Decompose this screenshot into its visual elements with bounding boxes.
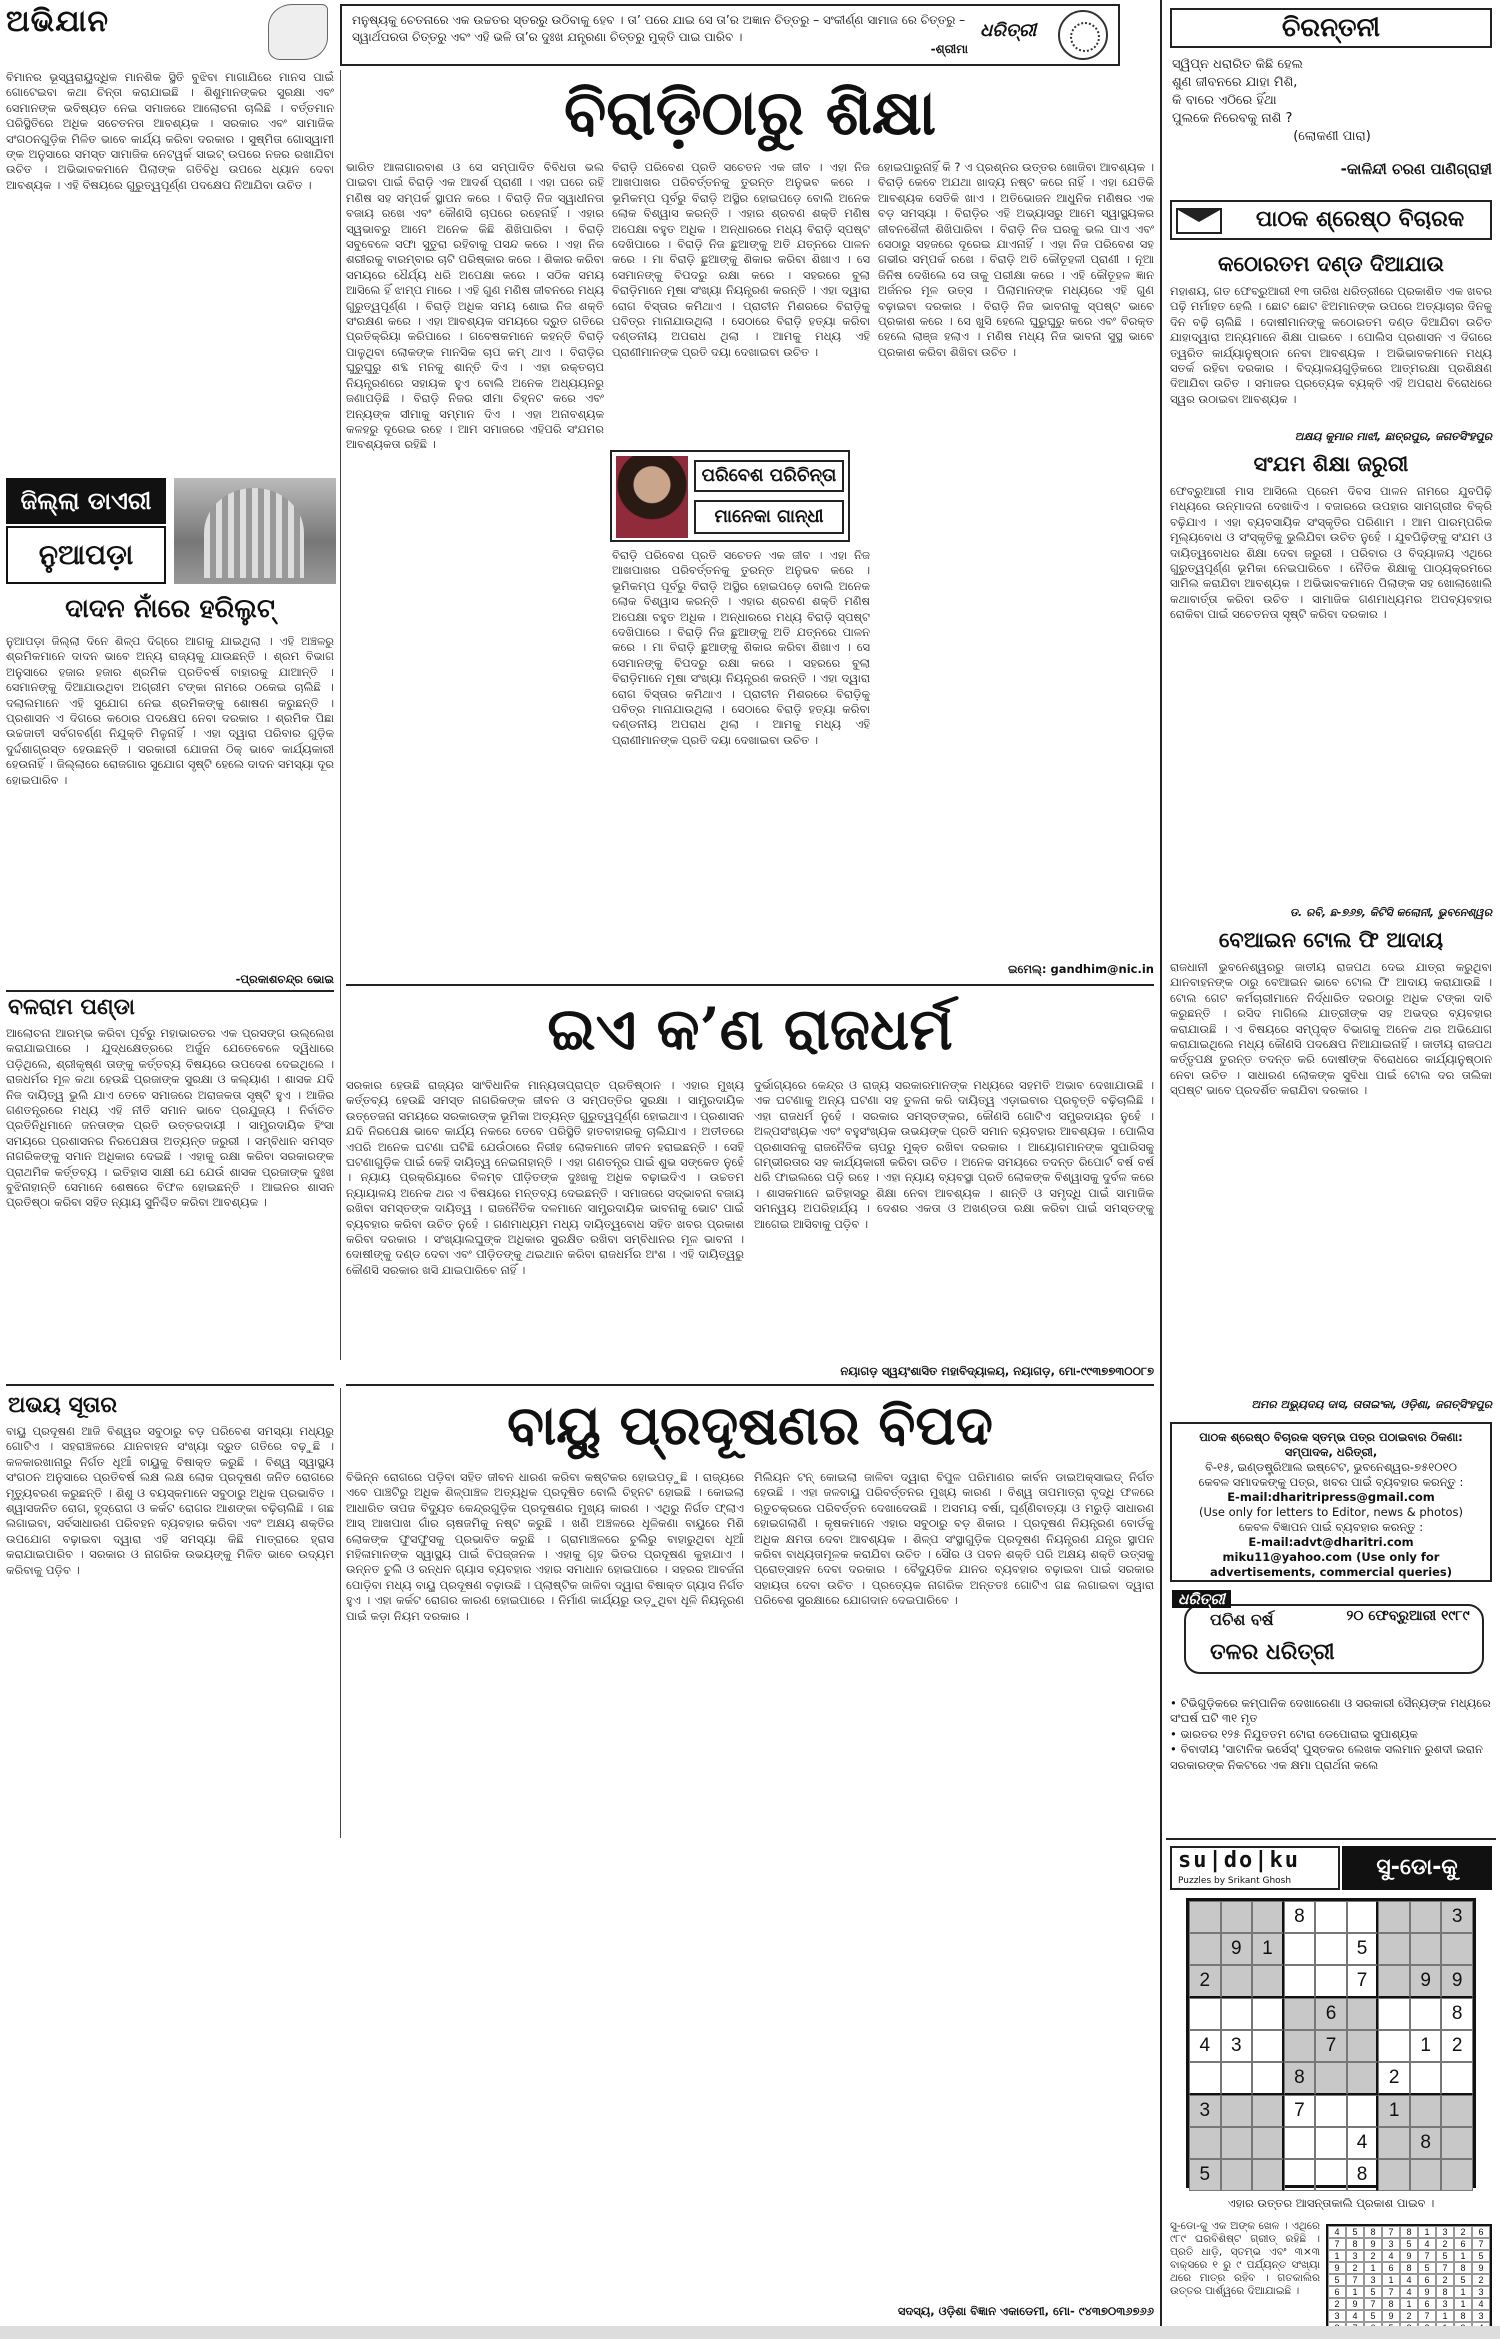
solution-cell: 6: [1328, 2286, 1346, 2298]
solution-cell: 3: [1382, 2238, 1400, 2250]
solution-cell: 9: [1418, 2286, 1436, 2298]
solution-cell: 9: [1328, 2262, 1346, 2274]
sudoku-cell[interactable]: [1378, 1933, 1410, 1965]
sudoku-cell[interactable]: 7: [1315, 2030, 1347, 2062]
solution-cell: 2: [1436, 2238, 1454, 2250]
section-rule: [6, 1384, 334, 1386]
solution-cell: 1: [1346, 2286, 1364, 2298]
solution-cell: 4: [1400, 2286, 1418, 2298]
sudoku-solution-grid: [1326, 2224, 1492, 2330]
dharitri-logo: [980, 10, 1110, 62]
pachis-barsha-box: [1170, 1590, 1492, 1690]
pachis-item: • ଭାରତର ୧୨୫ ନିଯୁତତମ ଟୋରା ଡେପୋରାଇ ସୁପାଶ୍ୟକ: [1170, 1726, 1418, 1741]
section-rule: [6, 990, 334, 992]
second-article-byline: ନୟାଗଡ଼ ସ୍ୱୟଂଶାସିତ ମହାବିଦ୍ୟାଳୟ, ନୟାଗଡ଼, ମୋ-୯୯୩୭୭୩୦୦୮୭: [840, 1364, 1154, 1378]
solution-cell: 8: [1400, 2226, 1418, 2238]
address-line: କେବଳ ସମାଦକଙ୍କୁ ପତ୍ର, ଖବର ପାଇଁ ବ୍ୟବହାର କରନ୍ତୁ :: [1198, 1475, 1464, 1489]
sudoku-cell[interactable]: 6: [1315, 1998, 1347, 2030]
solution-cell: 6: [1418, 2298, 1436, 2310]
sudoku-cell[interactable]: [1378, 2030, 1410, 2062]
third-headline: ବାୟୁ ପ୍ରଦୂଷଣର ବିପଦ: [507, 1393, 993, 1457]
solution-cell: 1: [1454, 2298, 1472, 2310]
sudoku-cell[interactable]: 2: [1378, 2062, 1410, 2095]
solution-cell: 5: [1472, 2250, 1490, 2262]
solution-cell: 7: [1436, 2262, 1454, 2274]
sudoku-cell[interactable]: [1284, 1965, 1316, 1998]
second-article-col2: ଦୁର୍ଭାଗ୍ୟରେ କେନ୍ଦ୍ର ଓ ରାଜ୍ୟ ସରକାରମାନଙ୍କ ମଧ୍ୟରେ ସହମତି ଅଭାବ ଦେଖାଯାଉଛି । ଏକ ଘଟଣାକୁ ଅନ୍ୟ ଘଟଣା ସହ ତୁଳନା କରି ଦାୟିତ୍ୱ ଏଡ଼ାଇବାର ପ୍ରବୃତ୍ତି ବଢ଼ିଚାଲିଛି । ଏହା ରାଜଧର୍ମ ନୁହେଁ । ସରକାର ସମସ୍ତଙ୍କର, କୌଣସି ଗୋଟିଏ ସମ୍ପ୍ରଦାୟର ନୁହେଁ । ଅଳ୍ପସଂଖ୍ୟକ ଏବଂ ବହୁସଂଖ୍ୟକ ଉଭୟଙ୍କ ପ୍ରତି ସମାନ ବ୍ୟବହାର ଆବଶ୍ୟକ । ପୋଲିସ ପ୍ରଶାସନକୁ ରାଜନୈତିକ ଚାପରୁ ମୁକ୍ତ ରଖିବା ଦରକାର । ଆୟୋଗମାନଙ୍କ ସୁପାରିସକୁ ଗମ୍ଭୀରତାର ସହ କାର୍ଯ୍ୟକାରୀ କରିବା ଉଚିତ । ଅନେକ ସମୟରେ ତଦନ୍ତ ରିପୋର୍ଟ ବର୍ଷ ବର୍ଷ ଧରି ଫାଇଲରେ ପଡ଼ି ରହେ । ଏହା ନ୍ୟାୟ ବ୍ୟବସ୍ଥା ପ୍ରତି ଲୋକଙ୍କ ବିଶ୍ୱାସକୁ ଦୁର୍ବଳ କରେ । ଶାସକମାନେ ଇତିହାସରୁ ଶିକ୍ଷା ନେବା ଆବଶ୍ୟକ । ଶାନ୍ତି ଓ ସମୃଦ୍ଧି ପାଇଁ ସାମାଜିକ ସମନ୍ୱୟ ଅପରିହାର୍ଯ୍ୟ । ଦେଶର ଏକତା ଓ ଅଖଣ୍ଡତା ରକ୍ଷା କରିବା ପାଇଁ ସମସ୍ତଙ୍କୁ ଆଗେଇ ଆସିବାକୁ ପଡ଼ିବ ।: [754, 1078, 1154, 1231]
solution-cell: 9: [1400, 2250, 1418, 2262]
sudoku-byline: Puzzles by Srikant Ghosh: [1178, 1876, 1292, 1886]
pachis-years: ପଚିଶ ବର୍ଷ: [1210, 1610, 1274, 1629]
poem: [1172, 56, 1492, 178]
sudoku-cell[interactable]: [1252, 1998, 1284, 2030]
sudoku-cell[interactable]: [1378, 1998, 1410, 2030]
solution-cell: 3: [1346, 2250, 1364, 2262]
solution-cell: 5: [1346, 2226, 1364, 2238]
solution-cell: 9: [1364, 2238, 1382, 2250]
balaram-title: ବଳରାମ ପଣ୍ଡା: [8, 994, 135, 1020]
sudoku-cell[interactable]: [1347, 1901, 1379, 1933]
solution-cell: 2: [1454, 2226, 1472, 2238]
solution-cell: 7: [1328, 2238, 1346, 2250]
sudoku-cell[interactable]: [1315, 1933, 1347, 1965]
quote-box: [340, 4, 1120, 66]
second-headline: ଇଏ କ’ଣ ରାଜଧର୍ମ: [547, 995, 953, 1063]
solution-cell: 4: [1328, 2226, 1346, 2238]
solution-cell: 1: [1454, 2286, 1472, 2298]
sudoku-cell[interactable]: [1347, 2062, 1379, 2095]
wheel-icon: [1058, 10, 1108, 60]
solution-cell: 1: [1436, 2310, 1454, 2322]
solution-cell: 5: [1364, 2286, 1382, 2298]
solution-cell: 6: [1472, 2226, 1490, 2238]
solution-cell: 7: [1418, 2310, 1436, 2322]
address-note: (Use only for letters to Editor, news & photos): [1198, 1505, 1464, 1519]
sudoku-cell[interactable]: [1189, 2127, 1221, 2159]
sudoku-cell[interactable]: 7: [1347, 1965, 1379, 1998]
solution-cell: 8: [1346, 2238, 1364, 2250]
solution-cell: 7: [1472, 2238, 1490, 2250]
pathak-title: ପାଠକ ଶ୍ରେଷ୍ଠ ବିଚାରକ: [1255, 207, 1465, 232]
sudoku-label: ସୁ-ଡୋ-କୁ: [1342, 1846, 1492, 1890]
sudoku-cell[interactable]: [1441, 2095, 1473, 2127]
solution-cell: 2: [1436, 2274, 1454, 2286]
main-article-email: ଇମେଲ୍: gandhim@nic.in: [1007, 962, 1154, 976]
sudoku-cell[interactable]: [1347, 1998, 1379, 2030]
sudoku-cell[interactable]: [1221, 2159, 1253, 2191]
solution-cell: 2: [1346, 2262, 1364, 2274]
sudoku-cell[interactable]: [1410, 2062, 1442, 2095]
solution-cell: 6: [1382, 2262, 1400, 2274]
solution-cell: 6: [1454, 2238, 1472, 2250]
column-divider: [1160, 0, 1162, 2326]
third-article-col2: ମିଲିୟନ ଟନ୍ କୋଇଲା ଜାଳିବା ଦ୍ୱାରା ବିପୁଳ ପରିମାଣର କାର୍ବନ ଡାଇଅକ୍ସାଇଡ୍ ନିର୍ଗତ ହେଉଛି । ଏହା ଜଳବାୟୁ ପରିବର୍ତ୍ତନର ମୁଖ୍ୟ କାରଣ । ବିଶ୍ୱ ତାପମାତ୍ରା ବୃଦ୍ଧି ଫଳରେ ଋତୁଚକ୍ରରେ ପରିବର୍ତ୍ତନ ଦେଖାଦେଉଛି । ଅସମୟ ବର୍ଷା, ଘୂର୍ଣ୍ଣିବାତ୍ୟା ଓ ମରୁଡ଼ି ସାଧାରଣ ହୋଇଗଲାଣି । କୃଷକମାନେ ଏହାର ସବୁଠାରୁ ବଡ଼ ଶିକାର । ପ୍ରଦୂଷଣ ନିୟନ୍ତ୍ରଣ ବୋର୍ଡକୁ ଅଧିକ କ୍ଷମତା ଦେବା ଆବଶ୍ୟକ । ଶିଳ୍ପ ସଂସ୍ଥାଗୁଡ଼ିକ ପ୍ରଦୂଷଣ ନିୟନ୍ତ୍ରଣ ଯନ୍ତ୍ର ସ୍ଥାପନ କରିବା ବାଧ୍ୟତାମୂଳକ କରାଯିବା ଉଚିତ । ସୌର ଓ ପବନ ଶକ୍ତି ପରି ଅକ୍ଷୟ ଶକ୍ତି ଉତ୍ସକୁ ପ୍ରୋତ୍ସାହନ ଦେବା ଦରକାର । ବୈଦ୍ୟୁତିକ ଯାନର ବ୍ୟବହାର ବଢ଼ାଇବା ପାଇଁ ସରକାର ସହାୟତା ଦେବା ଉଚିତ । ପ୍ରତ୍ୟେକ ନାଗରିକ ଅନ୍ତତଃ ଗୋଟିଏ ଗଛ ଲଗାଇବା ଦ୍ୱାରା ପରିବେଶ ସୁରକ୍ଷାରେ ଯୋଗଦାନ ଦେଇପାରିବେ ।: [754, 1470, 1154, 1608]
sudoku-cell[interactable]: [1315, 1965, 1347, 1998]
sudoku-cell[interactable]: 3: [1189, 2095, 1221, 2127]
sudoku-cell[interactable]: 9: [1441, 1965, 1473, 1998]
editor-email[interactable]: E-mail:dharitripress@gmail.com: [1227, 1490, 1435, 1504]
poem-line: (ଲୋକଣୀ ପାରା): [1293, 129, 1371, 144]
pachis-date: ୨୦ ଫେବ୍ରୁଆରୀ ୧୯୮୯: [1346, 1608, 1470, 1624]
sudoku-cell[interactable]: 8: [1441, 1998, 1473, 2030]
solution-cell: 1: [1382, 2274, 1400, 2286]
address-line: ବି-୧୫, ଇଣ୍ଡଷ୍ଟ୍ରିଆଲ ଇଷ୍ଟେଟ, ଭୁବନେଶ୍ୱର-୭୫୧୦୧୦: [1205, 1460, 1457, 1474]
sudoku-cell[interactable]: [1378, 2159, 1410, 2191]
solution-cell: 5: [1400, 2238, 1418, 2250]
balaram-body: ଆଲୋଚନା ଆରମ୍ଭ କରିବା ପୂର୍ବରୁ ମହାଭାରତର ଏକ ପ୍ରସଙ୍ଗ ଉଲ୍ଲେଖ କରାଯାଇପାରେ । ଯୁଦ୍ଧକ୍ଷେତ୍ରରେ ଅର୍ଜୁନ ଯେତେବେଳେ ଦ୍ୱିଧାରେ ପଡ଼ିଥିଲେ, ଶ୍ରୀକୃଷ୍ଣ ତାଙ୍କୁ କର୍ତ୍ତବ୍ୟ ବିଷୟରେ ଉପଦେଶ ଦେଇଥିଲେ । ରାଜଧର୍ମର ମୂଳ କଥା ହେଉଛି ପ୍ରଜାଙ୍କ ସୁରକ୍ଷା ଓ କଲ୍ୟାଣ । ଶାସକ ଯଦି ନିଜ ଦାୟିତ୍ୱ ଭୁଲି ଯାଏ ତେବେ ସମାଜରେ ଅରାଜକତା ସୃଷ୍ଟି ହୁଏ । ଆଜିର ଗଣତନ୍ତ୍ରରେ ମଧ୍ୟ ଏହି ନୀତି ସମାନ ଭାବେ ପ୍ରଯୁଜ୍ୟ । ନିର୍ବାଚିତ ପ୍ରତିନିଧିମାନେ ଜନତାଙ୍କ ପ୍ରତି ଉତ୍ତରଦାୟୀ । ସାମ୍ପ୍ରଦାୟିକ ହିଂସା ସମୟରେ ପ୍ରଶାସନର ନିରପେକ୍ଷତା ଅତ୍ୟନ୍ତ ଜରୁରୀ । ସମ୍ବିଧାନ ସମସ୍ତ ନାଗରିକଙ୍କୁ ସମାନ ଅଧିକାର ଦେଇଛି । ଏହାକୁ ରକ୍ଷା କରିବା ସରକାରଙ୍କ ପ୍ରାଥମିକ କର୍ତ୍ତବ୍ୟ । ଇତିହାସ ସାକ୍ଷୀ ଯେ ଯେଉଁ ଶାସକ ପ୍ରଜାଙ୍କ ଦୁଃଖ ବୁଝିନାହାନ୍ତି ସେମାନେ ଶେଷରେ ବିଫଳ ହୋଇଛନ୍ତି । ଆଇନର ଶାସନ ପ୍ରତିଷ୍ଠା କରିବା ସହିତ ନ୍ୟାୟ ସୁନିଶ୍ଚିତ କରିବା ଆବଶ୍ୟକ ।: [6, 1026, 334, 1210]
sudoku-cell[interactable]: [1221, 2127, 1253, 2159]
poem-line: ସ୍ୱିପ୍ନ ଧରାରିତ କିଛି ହେଲ: [1172, 57, 1303, 72]
sudoku-cell[interactable]: [1189, 1901, 1221, 1933]
main-article-col2b: ବିରାଡ଼ି ପରିବେଶ ପ୍ରତି ସଚେତନ ଏକ ଜୀବ । ଏହା ନିଜ ଆଖପାଖର ପରିବର୍ତ୍ତନକୁ ତୁରନ୍ତ ଅନୁଭବ କରେ । ଭୂମିକମ୍ପ ପୂର୍ବରୁ ବିରାଡ଼ି ଅସ୍ଥିର ହୋଇପଡ଼େ ବୋଲି ଅନେକ ଲୋକ ବିଶ୍ୱାସ କରନ୍ତି । ଏହାର ଶ୍ରବଣ ଶକ୍ତି ମଣିଷ ଅପେକ୍ଷା ବହୁତ ଅଧିକ । ଅନ୍ଧାରରେ ମଧ୍ୟ ବିରାଡ଼ି ସ୍ପଷ୍ଟ ଦେଖିପାରେ । ବିରାଡ଼ି ନିଜ ଛୁଆଙ୍କୁ ଅତି ଯତ୍ନରେ ପାଳନ କରେ । ମା ବିରାଡ଼ି ଛୁଆଙ୍କୁ ଶିକାର କରିବା ଶିଖାଏ । ସେ ସେମାନଙ୍କୁ ବିପଦରୁ ରକ୍ଷା କରେ । ସହରରେ ବୁଲା ବିରାଡ଼ିମାନେ ମୂଷା ସଂଖ୍ୟା ନିୟନ୍ତ୍ରଣ କରନ୍ତି । ଏହା ଦ୍ୱାରା ରୋଗ ବିସ୍ତାର କମିଥାଏ । ପ୍ରାଚୀନ ମିଶରରେ ବିରାଡ଼ିକୁ ପବିତ୍ର ମାନାଯାଉଥିଲା । ସେଠାରେ ବିରାଡ଼ି ହତ୍ୟା କରିବା ଦଣ୍ଡନୀୟ ଅପରାଧ ଥିଲା । ଆମକୁ ମଧ୍ୟ ଏହି ପ୍ରାଣୀମାନଙ୍କ ପ୍ରତି ଦୟା ଦେଖାଇବା ଉଚିତ ।: [612, 548, 870, 747]
quote-text: ମନୁଷ୍ୟକୁ ଚେତନାରେ ଏକ ଉଚ୍ଚତର ସ୍ତରରୁ ଉଠିବାକୁ ହେବ । ତା’ ପରେ ଯାଇ ସେ ତା’ର ଅଜ୍ଞାନ ଚିତ୍ତରୁ – ସଂକୀର୍ଣ୍ଣ ସାମାଜ ରେ ଚିତ୍ତରୁ – ସ୍ୱାର୍ଥପରତା ଚିତ୍ତରୁ ଏବଂ ଏହି ଭଳି ତା’ର ଦୁଃଖ ଯନ୍ତ୍ରଣା ଚିତ୍ତରୁ ମୁକ୍ତି ପାଇ ପାରିବ ।: [352, 13, 966, 44]
logo-word: ଧରିତ୍ରୀ: [980, 20, 1037, 41]
temple-photo: [174, 478, 336, 584]
footer-bar: [0, 2326, 1500, 2339]
sudoku-cell[interactable]: [1252, 2030, 1284, 2062]
sudoku-cell[interactable]: [1378, 1901, 1410, 1933]
solution-cell: 8: [1454, 2262, 1472, 2274]
solution-cell: 3: [1328, 2310, 1346, 2322]
sudoku-cell[interactable]: [1221, 1965, 1253, 1998]
column-divider: [340, 1388, 341, 1838]
sudoku-cell[interactable]: 9: [1221, 1933, 1253, 1965]
sudoku-cell[interactable]: [1252, 1901, 1284, 1933]
sudoku-cell[interactable]: [1315, 2062, 1347, 2095]
solution-cell: 5: [1328, 2274, 1346, 2286]
advt-email[interactable]: E-mail:advt@dharitri.com: [1248, 1535, 1414, 1549]
address-note: advertisements, commercial queries): [1209, 1565, 1453, 1579]
sudoku-cell[interactable]: [1410, 1998, 1442, 2030]
solution-cell: 4: [1346, 2310, 1364, 2322]
sudoku-cell[interactable]: [1410, 1933, 1442, 1965]
sudoku-cell[interactable]: [1284, 2127, 1316, 2159]
poem-signature: -କାଳିନ୍ଦୀ ଚରଣ ପାଣିଗ୍ରାହୀ: [1340, 160, 1492, 178]
solution-cell: 9: [1346, 2298, 1364, 2310]
sudoku-cell[interactable]: [1221, 1901, 1253, 1933]
letter1-body: ମହାଶୟ, ଗତ ଫେବ୍ରୁଆରୀ ୧୩ ତାରିଖ ଧରିତ୍ରୀରେ ପ୍ରକାଶିତ ଏକ ଖବର ପଢ଼ି ମର୍ମାହତ ହେଲି । ଛୋଟ ଛୋଟ ଝିଅମାନଙ୍କ ଉପରେ ଅତ୍ୟାଚାର ଦିନକୁ ଦିନ ବଢ଼ି ଚାଲିଛି । ଦୋଷୀମାନଙ୍କୁ କଠୋରତମ ଦଣ୍ଡ ଦିଆଯିବା ଉଚିତ ଯାହାଦ୍ୱାରା ଅନ୍ୟମାନେ ଶିକ୍ଷା ପାଇବେ । ପୋଲିସ ପ୍ରଶାସନ ଏ ଦିଗରେ ତ୍ୱରିତ କାର୍ଯ୍ୟାନୁଷ୍ଠାନ ନେବା ଆବଶ୍ୟକ । ଅଭିଭାବକମାନେ ମଧ୍ୟ ସତର୍କ ରହିବା ଦରକାର । ବିଦ୍ୟାଳୟଗୁଡ଼ିକରେ ଆତ୍ମରକ୍ଷା ପ୍ରଶିକ୍ଷଣ ଦିଆଯିବା ଉଚିତ । ସମାଜର ପ୍ରତ୍ୟେକ ବ୍ୟକ୍ତି ଏହି ଅପରାଧ ବିରୋଧରେ ସ୍ୱର ଉଠାଇବା ଆବଶ୍ୟକ ।: [1170, 284, 1492, 406]
solution-cell: 5: [1364, 2310, 1382, 2322]
author-section-label: ପରିବେଶ ପରିଚିନ୍ତା: [694, 460, 844, 492]
sudoku-cell[interactable]: 1: [1410, 2030, 1442, 2062]
sudoku-cell[interactable]: 3: [1221, 2030, 1253, 2062]
sudoku-cell[interactable]: [1284, 1933, 1316, 1965]
india-map-icon: [268, 4, 328, 60]
solution-cell: 3: [1472, 2286, 1490, 2298]
sudoku-cell[interactable]: [1221, 1998, 1253, 2030]
letter3-signature: ଅମର ଅଭ୍ୟୁଦୟ ଦାସ, ତାତାଇଂକା, ଓଡ଼ିଶା, ଜଗତ୍‌ସିଂହପୁର: [1251, 1398, 1492, 1411]
letter3-title: ବେଆଇନ ଟୋଲ ଫି ଆଦାୟ: [1218, 928, 1444, 952]
sudoku-cell[interactable]: [1347, 2095, 1379, 2127]
solution-cell: 8: [1400, 2262, 1418, 2274]
solution-cell: 3: [1436, 2298, 1454, 2310]
solution-cell: 1: [1400, 2298, 1418, 2310]
sudoku-cell[interactable]: [1252, 2062, 1284, 2095]
sudoku-cell[interactable]: [1378, 1965, 1410, 1998]
sudoku-cell[interactable]: 8: [1410, 2127, 1442, 2159]
pachis-subtitle: ତଳର ଧରିତ୍ରୀ: [1210, 1640, 1335, 1665]
sudoku-cell[interactable]: 3: [1441, 1901, 1473, 1933]
sudoku-cell[interactable]: 8: [1284, 1901, 1316, 1933]
solution-cell: 4: [1418, 2238, 1436, 2250]
sudoku-cell[interactable]: [1347, 2030, 1379, 2062]
letter1-title: କଠୋରତମ ଦଣ୍ଡ ଦିଆଯାଉ: [1218, 252, 1444, 276]
main-headline: ବିରାଡ଼ିଠାରୁ ଶିକ୍ଷା: [564, 76, 936, 149]
solution-cell: 5: [1436, 2250, 1454, 2262]
letter2-signature: ଡ. ରବି, ଛ-୭୬୭, କିଟିସି କଲୋନୀ, ଭୁବନେଶ୍ୱର: [1289, 906, 1492, 919]
solution-cell: 4: [1472, 2298, 1490, 2310]
author-name: ମାନେକା ଗାନ୍ଧୀ: [694, 500, 844, 534]
quote-signature: -ଶ୍ରୀମା: [930, 42, 968, 56]
address-box: [1170, 1422, 1492, 1582]
solution-cell: 7: [1346, 2274, 1364, 2286]
sudoku-cell[interactable]: [1189, 1998, 1221, 2030]
solution-cell: 3: [1472, 2310, 1490, 2322]
sudoku-cell[interactable]: [1315, 1901, 1347, 1933]
sudoku-rules: ସୁ-ଡୋ-କୁ ଏକ ଅଙ୍କ ଖେଳ । ଏଥିରେ ୯୮୯ ଘରବିଶିଷ୍ଟ ଗ୍ରୀଡ୍ ରହିଛି । ପ୍ରତି ଧାଡ଼ି, ସ୍ତମ୍ଭ ଏବଂ ୩×୩ ବାକ୍ସରେ ୧ ରୁ ୯ ପର୍ଯ୍ୟନ୍ତ ସଂଖ୍ୟା ଥରେ ମାତ୍ର ରହିବ । ଗତକାଲିର ଉତ୍ତର ପାର୍ଶ୍ୱରେ ଦିଆଯାଇଛି ।: [1170, 2220, 1320, 2297]
solution-cell: 8: [1454, 2310, 1472, 2322]
section-rule: [346, 1384, 1154, 1386]
sudoku-cell[interactable]: [1252, 2159, 1284, 2191]
poem-line: ଶୁଣ ଜୀବନରେ ଯାହା ମିଶି,: [1172, 75, 1298, 90]
main-article-col2a: ବିରାଡ଼ି ପରିବେଶ ପ୍ରତି ସଚେତନ ଏକ ଜୀବ । ଏହା ନିଜ ଆଖପାଖର ପରିବର୍ତ୍ତନକୁ ତୁରନ୍ତ ଅନୁଭବ କରେ । ଭୂମିକମ୍ପ ପୂର୍ବରୁ ବିରାଡ଼ି ଅସ୍ଥିର ହୋଇପଡ଼େ ବୋଲି ଅନେକ ଲୋକ ବିଶ୍ୱାସ କରନ୍ତି । ଏହାର ଶ୍ରବଣ ଶକ୍ତି ମଣିଷ ଅପେକ୍ଷା ବହୁତ ଅଧିକ । ଅନ୍ଧାରରେ ମଧ୍ୟ ବିରାଡ଼ି ସ୍ପଷ୍ଟ ଦେଖିପାରେ । ବିରାଡ଼ି ନିଜ ଛୁଆଙ୍କୁ ଅତି ଯତ୍ନରେ ପାଳନ କରେ । ମା ବିରାଡ଼ି ଛୁଆଙ୍କୁ ଶିକାର କରିବା ଶିଖାଏ । ସେ ସେମାନଙ୍କୁ ବିପଦରୁ ରକ୍ଷା କରେ । ସହରରେ ବୁଲା ବିରାଡ଼ିମାନେ ମୂଷା ସଂଖ୍ୟା ନିୟନ୍ତ୍ରଣ କରନ୍ତି । ଏହା ଦ୍ୱାରା ରୋଗ ବିସ୍ତାର କମିଥାଏ । ପ୍ରାଚୀନ ମିଶରରେ ବିରାଡ଼ିକୁ ପବିତ୍ର ମାନାଯାଉଥିଲା । ସେଠାରେ ବିରାଡ଼ି ହତ୍ୟା କରିବା ଦଣ୍ଡନୀୟ ଅପରାଧ ଥିଲା । ଆମକୁ ମଧ୍ୟ ଏହି ପ୍ରାଣୀମାନଙ୍କ ପ୍ରତି ଦୟା ଦେଖାଇବା ଉଚିତ ।: [612, 160, 870, 359]
section-rule: [346, 984, 1154, 986]
sudoku-cell[interactable]: [1284, 2030, 1316, 2062]
sudoku-cell[interactable]: [1315, 2127, 1347, 2159]
solution-cell: 2: [1364, 2250, 1382, 2262]
sudoku-cell[interactable]: [1221, 2095, 1253, 2127]
main-article-col3: ହୋଇପାରୁନାହିଁ କି ? ଏ ପ୍ରଶ୍ନର ଉତ୍ତର ଖୋଜିବା ଆବଶ୍ୟକ । ବିରାଡ଼ି କେବେ ଅଯଥା ଖାଦ୍ୟ ନଷ୍ଟ କରେ ନାହିଁ । ଏହା ଯେତିକି ଆବଶ୍ୟକ ସେତିକି ଖାଏ । ଅତିଭୋଜନ ଆଧୁନିକ ମଣିଷର ଏକ ବଡ଼ ସମସ୍ୟା । ବିରାଡ଼ିର ଏହି ଅଭ୍ୟାସରୁ ଆମେ ସ୍ୱାସ୍ଥ୍ୟକର ଜୀବନଶୈଳୀ ଶିଖିପାରିବା । ବିରାଡ଼ି ନିଜ ଘରକୁ ଭଲ ପାଏ ଏବଂ ସେଠାରୁ ସହଜରେ ଦୂରେଇ ଯାଏନାହିଁ । ଏହା ନିଜ ପରିବେଶ ସହ ଗଭୀର ସମ୍ପର୍କ ରଖେ । ବିରାଡ଼ି ଅତି କୌତୂହଳୀ ପ୍ରାଣୀ । ନୂଆ ଜିନିଷ ଦେଖିଲେ ସେ ତାକୁ ପରୀକ୍ଷା କରେ । ଏହି କୌତୂହଳ ଜ୍ଞାନ ଅର୍ଜନର ମୂଳ ଉତ୍ସ । ପିଲାମାନଙ୍କ ମଧ୍ୟରେ ଏହି ଗୁଣ ବଢ଼ାଇବା ଦରକାର । ବିରାଡ଼ି ନିଜ ଭାବନାକୁ ସ୍ପଷ୍ଟ ଭାବେ ପ୍ରକାଶ କରେ । ସେ ଖୁସି ହେଲେ ଘୁରୁଘୁରୁ କରେ ଏବଂ ବିରକ୍ତ ହେଲେ ଲାଞ୍ଜ ହଲାଏ । ମଣିଷ ମଧ୍ୟ ନିଜ ଭାବନା ସୁସ୍ଥ ଭାବେ ପ୍ରକାଶ କରିବା ଶିଖିବା ଉଚିତ ।: [878, 160, 1154, 359]
sudoku-cell[interactable]: [1252, 2127, 1284, 2159]
pachis-logo: ଧରିତ୍ରୀ: [1172, 1590, 1231, 1608]
sudoku-cell[interactable]: [1284, 1998, 1316, 2030]
letter2-title: ସଂଯମ ଶିକ୍ଷା ଜରୁରୀ: [1253, 452, 1409, 476]
sudoku-header: [1170, 1846, 1492, 1890]
solution-cell: 3: [1364, 2274, 1382, 2286]
sudoku-cell[interactable]: 4: [1347, 2127, 1379, 2159]
sudoku-cell[interactable]: [1410, 2159, 1442, 2191]
sudoku-cell[interactable]: [1315, 2095, 1347, 2127]
solution-cell: 2: [1400, 2310, 1418, 2322]
zilla-headline: ଦାଦନ ନାଁରେ ହରିଲୁଟ୍: [65, 594, 275, 624]
solution-cell: 8: [1436, 2286, 1454, 2298]
solution-cell: 6: [1418, 2274, 1436, 2286]
poem-line: ପୁଲକେ ନିରେବକୁ ନାଶି ?: [1172, 111, 1293, 126]
sudoku-cell[interactable]: 2: [1441, 2030, 1473, 2062]
sudoku-cell[interactable]: [1410, 2095, 1442, 2127]
address-line: କେବଳ ବିଜ୍ଞାପନ ପାଇଁ ବ୍ୟବହାର କରନ୍ତୁ :: [1238, 1520, 1424, 1534]
sudoku-cell[interactable]: 5: [1347, 1933, 1379, 1965]
address-line: ପାଠକ ଶ୍ରେଷ୍ଠ ବିଚାରକ ସ୍ତମ୍ଭ ପତ୍ର ପଠାଇବାର ଠିକଣା:: [1199, 1430, 1463, 1444]
solution-cell: 2: [1328, 2298, 1346, 2310]
pachis-items: [1170, 1696, 1492, 1773]
zilla-byline: -ପ୍ରକାଶଚନ୍ଦ୍ର ଭୋଇ: [235, 972, 334, 986]
sudoku-cell[interactable]: [1441, 1933, 1473, 1965]
letter2-body: ଫେବ୍ରୁଆରୀ ମାସ ଆସିଲେ ପ୍ରେମ ଦିବସ ପାଳନ ନାମରେ ଯୁବପିଢ଼ି ମଧ୍ୟରେ ଉନ୍ମାଦନା ଦେଖାଦିଏ । ବଜାରରେ ଉପହାର ସାମଗ୍ରୀର ବିକ୍ରି ବଢ଼ିଯାଏ । ଏହା ବ୍ୟବସାୟିକ ସଂସ୍କୃତିର ପରିଣାମ । ଆମ ପାରମ୍ପରିକ ମୂଲ୍ୟବୋଧ ଓ ସଂସ୍କୃତିକୁ ଭୁଲିଯିବା ଉଚିତ ନୁହେଁ । ଯୁବପିଢ଼ିଙ୍କୁ ସଂଯମ ଓ ଦାୟିତ୍ୱବୋଧର ଶିକ୍ଷା ଦେବା ଜରୁରୀ । ପରିବାର ଓ ବିଦ୍ୟାଳୟ ଏଥିରେ ଗୁରୁତ୍ୱପୂର୍ଣ୍ଣ ଭୂମିକା ନେଇପାରିବେ । ନୈତିକ ଶିକ୍ଷାକୁ ପାଠ୍ୟକ୍ରମରେ ସାମିଲ କରାଯିବା ଆବଶ୍ୟକ । ଅଭିଭାବକମାନେ ପିଲାଙ୍କ ସହ ଖୋଲାଖୋଲି କଥାବାର୍ତ୍ତା କରିବା ଉଚିତ । ସାମାଜିକ ଗଣମାଧ୍ୟମର ଅପବ୍ୟବହାର ରୋକିବା ପାଇଁ ସଚେତନତା ସୃଷ୍ଟି କରିବା ଦରକାର ।: [1170, 484, 1492, 622]
solution-cell: 4: [1400, 2274, 1418, 2286]
sudoku-cell[interactable]: 4: [1189, 2030, 1221, 2062]
address-line: ସମ୍ପାଦକ, ଧରିତ୍ରୀ,: [1284, 1445, 1378, 1459]
sudoku-cell[interactable]: 9: [1410, 1965, 1442, 1998]
sudoku-cell[interactable]: [1410, 1901, 1442, 1933]
abhaya-body: ବାୟୁ ପ୍ରଦୂଷଣ ଆଜି ବିଶ୍ୱର ସବୁଠାରୁ ବଡ଼ ପରିବେଶ ସମସ୍ୟା ମଧ୍ୟରୁ ଗୋଟିଏ । ସହରାଞ୍ଚଳରେ ଯାନବାହନ ସଂଖ୍ୟା ଦ୍ରୁତ ଗତିରେ ବଢ଼ୁଛି । କଳକାରଖାନାରୁ ନିର୍ଗତ ଧୂଆଁ ବାୟୁକୁ ବିଷାକ୍ତ କରୁଛି । ବିଶ୍ୱ ସ୍ୱାସ୍ଥ୍ୟ ସଂଗଠନ ଅନୁସାରେ ପ୍ରତିବର୍ଷ ଲକ୍ଷ ଲକ୍ଷ ଲୋକ ପ୍ରଦୂଷଣ ଜନିତ ରୋଗରେ ମୃତ୍ୟୁବରଣ କରୁଛନ୍ତି । ଶିଶୁ ଓ ବୟସ୍କମାନେ ସବୁଠାରୁ ଅଧିକ ପ୍ରଭାବିତ । ଶ୍ୱାସଜନିତ ରୋଗ, ହୃଦ୍‌ରୋଗ ଓ କର୍କଟ ରୋଗର ଆଶଙ୍କା ବଢ଼ିଚାଲିଛି । ଗଛ ଲଗାଇବା, ସର୍ବସାଧାରଣ ପରିବହନ ବ୍ୟବହାର କରିବା ଏବଂ ଅକ୍ଷୟ ଶକ୍ତିର ଉପଯୋଗ ବଢ଼ାଇବା ଦ୍ୱାରା ଏହି ସମସ୍ୟା କିଛି ମାତ୍ରାରେ ହ୍ରାସ କରାଯାଇପାରିବ । ସରକାର ଓ ନାଗରିକ ଉଭୟଙ୍କୁ ମିଳିତ ଭାବେ ଉଦ୍ୟମ କରିବାକୁ ପଡ଼ିବ ।: [6, 1424, 334, 1577]
solution-cell: 5: [1418, 2262, 1436, 2274]
sudoku-answer-note: ଏହାର ଉତ୍ତର ଆସନ୍ତାକାଲି ପ୍ରକାଶ ପାଇବ ।: [1227, 2196, 1435, 2210]
solution-cell: 7: [1418, 2250, 1436, 2262]
letter3-body: ରାଜଧାନୀ ଭୁବନେଶ୍ୱରରୁ ଜାତୀୟ ରାଜପଥ ଦେଇ ଯାତ୍ରା କରୁଥିବା ଯାନବାହନଙ୍କ ଠାରୁ ବେଆଇନ ଭାବେ ଟୋଲ ଫି ଆଦାୟ କରାଯାଉଛି । ଟୋଲ ଗେଟ କର୍ମଚାରୀମାନେ ନିର୍ଦ୍ଧାରିତ ଦରଠାରୁ ଅଧିକ ଟଙ୍କା ଦାବି କରୁଛନ୍ତି । ରସିଦ ମାଗିଲେ ଯାତ୍ରୀଙ୍କ ସହ ଅଭଦ୍ର ବ୍ୟବହାର କରାଯାଉଛି । ଏ ବିଷୟରେ ସମ୍ପୃକ୍ତ ବିଭାଗକୁ ଅନେକ ଥର ଅଭିଯୋଗ କରାଯାଇଥିଲେ ମଧ୍ୟ କୌଣସି ପଦକ୍ଷେପ ନିଆଯାଇନାହିଁ । ଜାତୀୟ ରାଜପଥ କର୍ତ୍ତୃପକ୍ଷ ତୁରନ୍ତ ତଦନ୍ତ କରି ଦୋଷୀଙ୍କ ବିରୋଧରେ କାର୍ଯ୍ୟାନୁଷ୍ଠାନ ନେବା ଉଚିତ । ସାଧାରଣ ଲୋକଙ୍କ ସୁବିଧା ପାଇଁ ଟୋଲ ଦର ତାଲିକା ସ୍ପଷ୍ଟ ଭାବେ ପ୍ରଦର୍ଶିତ କରାଯିବା ଦରକାର ।: [1170, 960, 1492, 1098]
letter1-signature: ଅକ୍ଷୟ କୁମାର ମାଝୀ, ଛାତ୍ରପୁର, ଜଗତସିଂହପୁର: [1294, 430, 1492, 443]
sudoku-word: su|do|ku: [1178, 1848, 1300, 1873]
sudoku-cell[interactable]: 5: [1189, 2159, 1221, 2191]
solution-cell: 4: [1382, 2250, 1400, 2262]
column-divider: [340, 70, 341, 1360]
pachis-item: • ବିବାଦୀୟ 'ସାଟାନିକ ଭର୍ସେସ୍' ପୁସ୍ତକର ଲେଖକ ସଲମାନ ରୁଶଦୀ ଇରାନ ସରକାରଙ୍କ ନିକଟରେ ଏକ କ୍ଷମା ପ୍ରାର୍ଥନା କଲେ: [1170, 1742, 1483, 1772]
solution-cell: 7: [1382, 2226, 1400, 2238]
sudoku-cell[interactable]: 8: [1284, 2062, 1316, 2095]
zilla-diary-banner: [6, 478, 336, 584]
section-rule: [1166, 1838, 1496, 1840]
advt-email-2[interactable]: miku11@yahoo.com (Use only for: [1222, 1550, 1440, 1564]
sudoku-cell[interactable]: [1221, 2062, 1253, 2095]
main-article-col1: ଭାରିତ ଆଳାଗାରବାଶ ଓ ସେ ସମ୍ପାଦିତ ବିବିଧତା ଭଲ ପାଇବା ପାଇଁ ବିରାଡ଼ି ଏକ ଆଦର୍ଶ ପ୍ରାଣୀ । ଏହା ଘରେ ରହି ମଣିଷ ସହ ସମ୍ପର୍କ ସ୍ଥାପନ କରେ । ବିରାଡ଼ି ନିଜ ସ୍ୱାଧୀନତା ବଜାୟ ରଖେ ଏବଂ କୌଣସି ଚାପରେ ରହେନାହିଁ । ଏହାର ସ୍ୱଭାବରୁ ଆମେ ଅନେକ କିଛି ଶିଖିପାରିବା । ବିରାଡ଼ି ସବୁବେଳେ ସଫା ସୁତୁରା ରହିବାକୁ ପସନ୍ଦ କରେ । ଏହା ନିଜ ଶରୀରକୁ ବାରମ୍ବାର ଚାଟି ପରିଷ୍କାର କରେ । ଶିକାର କରିବା ସମୟରେ ଧୈର୍ଯ୍ୟ ଧରି ଅପେକ୍ଷା କରେ । ସଠିକ ସମୟ ଆସିଲେ ହିଁ ଝାମ୍ପ ମାରେ । ଏହି ଗୁଣ ମଣିଷ ଜୀବନରେ ମଧ୍ୟ ଗୁରୁତ୍ୱପୂର୍ଣ୍ଣ । ବିରାଡ଼ି ଅଧିକ ସମୟ ଶୋଇ ନିଜ ଶକ୍ତି ସଂରକ୍ଷଣ କରେ । ଏହା ଆବଶ୍ୟକ ସମୟରେ ଦ୍ରୁତ ଗତିରେ ପ୍ରତିକ୍ରିୟା କରିପାରେ । ଗବେଷକମାନେ କହନ୍ତି ବିରାଡ଼ି ପାଳୁଥିବା ଲୋକଙ୍କ ମାନସିକ ଚାପ କମ୍ ଥାଏ । ବିରାଡ଼ିର ଘୁରୁଘୁରୁ ଶବ୍ଦ ମନକୁ ଶାନ୍ତି ଦିଏ । ଏହା ରକ୍ତଚାପ ନିୟନ୍ତ୍ରଣରେ ସହାୟକ ହୁଏ ବୋଲି ଅନେକ ଅଧ୍ୟୟନରୁ ଜଣାପଡ଼ିଛି । ବିରାଡ଼ି ନିଜର ସୀମା ଚିହ୍ନଟ କରେ ଏବଂ ଅନ୍ୟଙ୍କ ସୀମାକୁ ସମ୍ମାନ ଦିଏ । ଏହା ଅନାବଶ୍ୟକ କଳହରୁ ଦୂରେଇ ରହେ । ଆମ ସମାଜରେ ଏହିପରି ସଂଯମର ଆବଶ୍ୟକତା ରହିଛି ।: [346, 160, 604, 452]
third-article-col1: ବିଭିନ୍ନ ରୋଗରେ ପଡ଼ିବା ସହିତ ଜୀବନ ଧାରଣ କରିବା କଷ୍ଟକର ହୋଇପଡ଼ୁଛି । ରାଜ୍ୟରେ ଏବେ ପାଞ୍ଚଟିରୁ ଅଧିକ ଶିଳ୍ପାଞ୍ଚଳ ଅତ୍ୟଧିକ ପ୍ରଦୂଷିତ ବୋଲି ଚିହ୍ନଟ ହୋଇଛି । କୋଇଲା ଆଧାରିତ ତାପଜ ବିଦ୍ୟୁତ କେନ୍ଦ୍ରଗୁଡ଼ିକ ପ୍ରଦୂଷଣର ମୁଖ୍ୟ କାରଣ । ଏଥିରୁ ନିର୍ଗତ ଫ୍ଲାଏ ଆସ୍ ଆଖପାଖ ଗାଁର ଚାଷଜମିକୁ ନଷ୍ଟ କରୁଛି । ଖଣି ଅଞ୍ଚଳରେ ଧୂଳିକଣା ବାୟୁରେ ମିଶି ଲୋକଙ୍କ ଫୁସଫୁସକୁ ପ୍ରଭାବିତ କରୁଛି । ଗ୍ରାମାଞ୍ଚଳରେ ଚୁଲିରୁ ବାହାରୁଥିବା ଧୂଆଁ ମହିଳାମାନଙ୍କ ସ୍ୱାସ୍ଥ୍ୟ ପାଇଁ ବିପଜ୍ଜନକ । ଏହାକୁ ଗୃହ ଭିତର ପ୍ରଦୂଷଣ କୁହାଯାଏ । ଉନ୍ନତ ଚୁଲି ଓ ରନ୍ଧନ ଗ୍ୟାସ ବ୍ୟବହାର ଏହାର ସମାଧାନ ହୋଇପାରେ । ସହରର ଆବର୍ଜନା ପୋଡ଼ିବା ମଧ୍ୟ ବାୟୁ ପ୍ରଦୂଷଣ ବଢ଼ାଉଛି । ପ୍ଲାଷ୍ଟିକ ଜାଳିବା ଦ୍ୱାରା ବିଷାକ୍ତ ଗ୍ୟାସ ନିର୍ଗତ ହୁଏ । ଏହା କର୍କଟ ରୋଗର କାରଣ ହୋଇପାରେ । ନିର୍ମାଣ କାର୍ଯ୍ୟରୁ ଉଡ଼ୁଥିବା ଧୂଳି ନିୟନ୍ତ୍ରଣ ପାଇଁ କଡ଼ା ନିୟମ ଦରକାର ।: [346, 1470, 744, 1623]
left-intro-text: ବିମାନର ଭୂସ୍ୱରାୟୁଦ୍ଧିକ ମାନଶିକ ସ୍ଥିତି ବୁଝିବା ମାଗାଯିରେ ମାନସ ପାଇଁ ଗୋଟେଇବା କଥା ଚିନ୍ତା କରାଯାଇଛି । ଶିଶୁମାନଙ୍କର ସୁରକ୍ଷା ଏବଂ ସେମାନଙ୍କ ଭବିଷ୍ୟତ ନେଇ ସମାଜରେ ଆଲୋଚନା ଚାଲିଛି । ବର୍ତ୍ତମାନ ପରିସ୍ଥିତିରେ ଅଧିକ ସଚେତନତା ଆବଶ୍ୟକ । ସରକାର ଏବଂ ସାମାଜିକ ସଂଗଠନଗୁଡ଼ିକ ମିଳିତ ଭାବେ କାର୍ଯ୍ୟ କରିବା ଦରକାର । ସୁଷ୍ମିତା ଗୋସ୍ୱାମୀ ଙ୍କ ଅନୁସାରେ ସମସ୍ତ ସାମାଜିକ ନେଟୱର୍କ ସାଇଟ୍ ଉପରେ ନଜର ରଖାଯିବା ଉଚିତ । ଅଭିଭାବକମାନେ ପିଲାଙ୍କ ଗତିବିଧି ଉପରେ ଧ୍ୟାନ ଦେବା ଆବଶ୍ୟକ । ଏହି ବିଷୟରେ ଗୁରୁତ୍ୱପୂର୍ଣ୍ଣ ପଦକ୍ଷେପ ନିଆଯିବା ଉଚିତ ।: [6, 70, 334, 192]
masthead-brand: ଅଭିଯାନ: [6, 4, 110, 39]
sudoku-cell[interactable]: [1441, 2127, 1473, 2159]
solution-cell: 1: [1328, 2250, 1346, 2262]
sudoku-cell[interactable]: [1189, 1933, 1221, 1965]
sudoku-cell[interactable]: [1315, 2159, 1347, 2191]
sudoku-cell[interactable]: [1441, 2062, 1473, 2095]
sudoku-logo: [1170, 1846, 1340, 1890]
zilla-body: ନୁଆପଡ଼ା ଜିଲ୍ଲା ଦିନେ ଶିଳ୍ପ ଦିଗ୍ରେ ଆଗକୁ ଯାଇଥିଲା । ଏହି ଅଞ୍ଚଳରୁ ଶ୍ରମିକମାନେ ଦାଦନ ଭାବେ ଅନ୍ୟ ରାଜ୍ୟକୁ ଯାଉଛନ୍ତି । ଶ୍ରମ ବିଭାଗ ଅନୁସାରେ ହଜାର ହଜାର ଶ୍ରମିକ ପ୍ରତିବର୍ଷ ବାହାରକୁ ଯାଆନ୍ତି । ସେମାନଙ୍କୁ ଦିଆଯାଉଥିବା ଅଗ୍ରୀମ ଟଙ୍କା ନାମରେ ଠକେଇ ଚାଲିଛି । ଦଲାଲମାନେ ଏହି ସୁଯୋଗ ନେଇ ଶ୍ରମିକଙ୍କୁ ଶୋଷଣ କରୁଛନ୍ତି । ପ୍ରଶାସନ ଏ ଦିଗରେ କଠୋର ପଦକ୍ଷେପ ନେବା ଦରକାର । ଶ୍ରମିକ ପିଛା ଉଚ୍ଚଜାତୀ ସର୍ବଗବର୍ଣ୍ଣ ନିଯୁକ୍ତି ମିଳୁନାହିଁ । ଏହା ଦ୍ୱାରା ପରିବାର ଗୁଡ଼ିକ ଦୁର୍ଦ୍ଦଶାଗ୍ରସ୍ତ ହେଉଛନ୍ତି । ସରକାରୀ ଯୋଜନା ଠିକ୍ ଭାବେ କାର୍ଯ୍ୟକାରୀ ହେଉନାହିଁ । ଜିଲ୍ଲାରେ ରୋଜଗାର ସୁଯୋଗ ସୃଷ୍ଟି ହେଲେ ଦାଦନ ସମସ୍ୟା ଦୂର ହୋଇପାରିବ ।: [6, 634, 334, 787]
zilla-diary-label: ଜିଲ୍ଲା ଡାଏରୀ: [6, 478, 166, 524]
zilla-place-label: ନୁଆପଡ଼ା: [6, 526, 166, 584]
sudoku-cell[interactable]: 1: [1378, 2095, 1410, 2127]
sudoku-cell[interactable]: [1252, 1965, 1284, 1998]
pachis-item: • ଟିଭିଗୁଡ଼ିକରେ କମ୍ପାନିକ ଦେଖାରେଣା ଓ ସରକାରୀ ସୈନ୍ୟଙ୍କ ମଧ୍ୟରେ ସଂଘର୍ଷ ଘଟି ୩୧ ମୃତ: [1170, 1696, 1491, 1726]
sudoku-cell[interactable]: 2: [1189, 1965, 1221, 1998]
poem-line: କି ବାରେ ଏଠିରେ ହିଁଥା: [1172, 93, 1277, 108]
sudoku-cell[interactable]: 1: [1252, 1933, 1284, 1965]
solution-cell: 8: [1364, 2226, 1382, 2238]
author-photo: [616, 456, 688, 538]
solution-cell: 7: [1364, 2298, 1382, 2310]
chirantana-title: ଚିରନ୍ତନୀ: [1170, 8, 1492, 48]
solution-cell: 8: [1382, 2298, 1400, 2310]
sudoku-cell[interactable]: [1284, 2159, 1316, 2191]
third-article-byline: ସଦସ୍ୟ, ଓଡ଼ିଶା ବିଜ୍ଞାନ ଏକାଡେମୀ, ମୋ- ୯୪୩୭୦୩୬୭୬୬: [897, 2304, 1154, 2318]
sudoku-cell[interactable]: [1189, 2062, 1221, 2095]
sudoku-cell[interactable]: [1252, 2095, 1284, 2127]
sudoku-grid[interactable]: [1186, 1898, 1476, 2188]
solution-cell: 9: [1382, 2310, 1400, 2322]
solution-cell: 5: [1454, 2274, 1472, 2286]
sudoku-cell[interactable]: 7: [1284, 2095, 1316, 2127]
solution-cell: 9: [1472, 2262, 1490, 2274]
second-article-col1: ସରକାର ହେଉଛି ରାଜ୍ୟର ସାଂବିଧାନିକ ମାନ୍ୟତାପ୍ରାପ୍ତ ପ୍ରତିଷ୍ଠାନ । ଏହାର ମୁଖ୍ୟ କର୍ତ୍ତବ୍ୟ ହେଉଛି ସମସ୍ତ ନାଗରିକଙ୍କ ଜୀବନ ଓ ସମ୍ପତ୍ତିର ସୁରକ୍ଷା । ସାମ୍ପ୍ରଦାୟିକ ଉତ୍ତେଜନା ସମୟରେ ସରକାରଙ୍କ ଭୂମିକା ଅତ୍ୟନ୍ତ ଗୁରୁତ୍ୱପୂର୍ଣ୍ଣ ହୋଇଥାଏ । ପ୍ରଶାସନ ଯଦି ନିରପେକ୍ଷ ଭାବେ କାର୍ଯ୍ୟ ନକରେ ତେବେ ପରିସ୍ଥିତି ହାତବାହାରକୁ ଚାଲିଯାଏ । ଅତୀତରେ ଏପରି ଅନେକ ଘଟଣା ଘଟିଛି ଯେଉଁଠାରେ ନିରୀହ ଲୋକମାନେ ଜୀବନ ହରାଇଛନ୍ତି । ସେହି ଘଟଣାଗୁଡ଼ିକ ପାଇଁ କେହି ଦାୟିତ୍ୱ ନେଇନାହାନ୍ତି । ଏହା ଗଣତନ୍ତ୍ର ପାଇଁ ଶୁଭ ସଙ୍କେତ ନୁହେଁ । ନ୍ୟାୟ ପ୍ରକ୍ରିୟାରେ ବିଳମ୍ବ ପୀଡ଼ିତଙ୍କ ଦୁଃଖକୁ ଅଧିକ ବଢ଼ାଇଦିଏ । ଉଚ୍ଚତମ ନ୍ୟାୟାଳୟ ଅନେକ ଥର ଏ ବିଷୟରେ ମନ୍ତବ୍ୟ ଦେଇଛନ୍ତି । ସମାଜରେ ସଦ୍ଭାବନା ବଜାୟ ରଖିବା ସମସ୍ତଙ୍କ ଦାୟିତ୍ୱ । ରାଜନୈତିକ ଦଳମାନେ ସାମ୍ପ୍ରଦାୟିକ ଭାବନାକୁ ଭୋଟ ପାଇଁ ବ୍ୟବହାର କରିବା ଉଚିତ ନୁହେଁ । ଗଣମାଧ୍ୟମ ମଧ୍ୟ ଦାୟିତ୍ୱବୋଧ ସହିତ ଖବର ପ୍ରକାଶ କରିବା ଦରକାର । ସଂଖ୍ୟାଲଘୁଙ୍କ ଅଧିକାର ସୁରକ୍ଷିତ ରଖିବା ସମ୍ବିଧାନର ମୂଳ ଭାବନା । ଦୋଷୀଙ୍କୁ ଦଣ୍ଡ ଦେବା ଏବଂ ପୀଡ଼ିତଙ୍କୁ ଥଇଥାନ କରିବା ରାଜଧର୍ମର ଅଂଶ । ଏହି ଦାୟିତ୍ୱରୁ କୌଣସି ସରକାର ଖସି ଯାଇପାରିବେ ନାହିଁ ।: [346, 1078, 744, 1277]
solution-cell: 1: [1454, 2250, 1472, 2262]
sudoku-cell[interactable]: 8: [1347, 2159, 1379, 2191]
envelope-icon: [1176, 208, 1222, 234]
solution-cell: 3: [1436, 2226, 1454, 2238]
solution-cell: 1: [1364, 2262, 1382, 2274]
masthead: [6, 4, 336, 64]
author-box: [610, 450, 850, 542]
solution-cell: 1: [1418, 2226, 1436, 2238]
sudoku-cell[interactable]: [1378, 2127, 1410, 2159]
solution-cell: 2: [1472, 2274, 1490, 2286]
sudoku-cell[interactable]: [1441, 2159, 1473, 2191]
solution-cell: 7: [1382, 2286, 1400, 2298]
abhaya-title: ଅଭୟ ସୂତାର: [8, 1392, 117, 1418]
pathak-header: [1170, 200, 1492, 240]
